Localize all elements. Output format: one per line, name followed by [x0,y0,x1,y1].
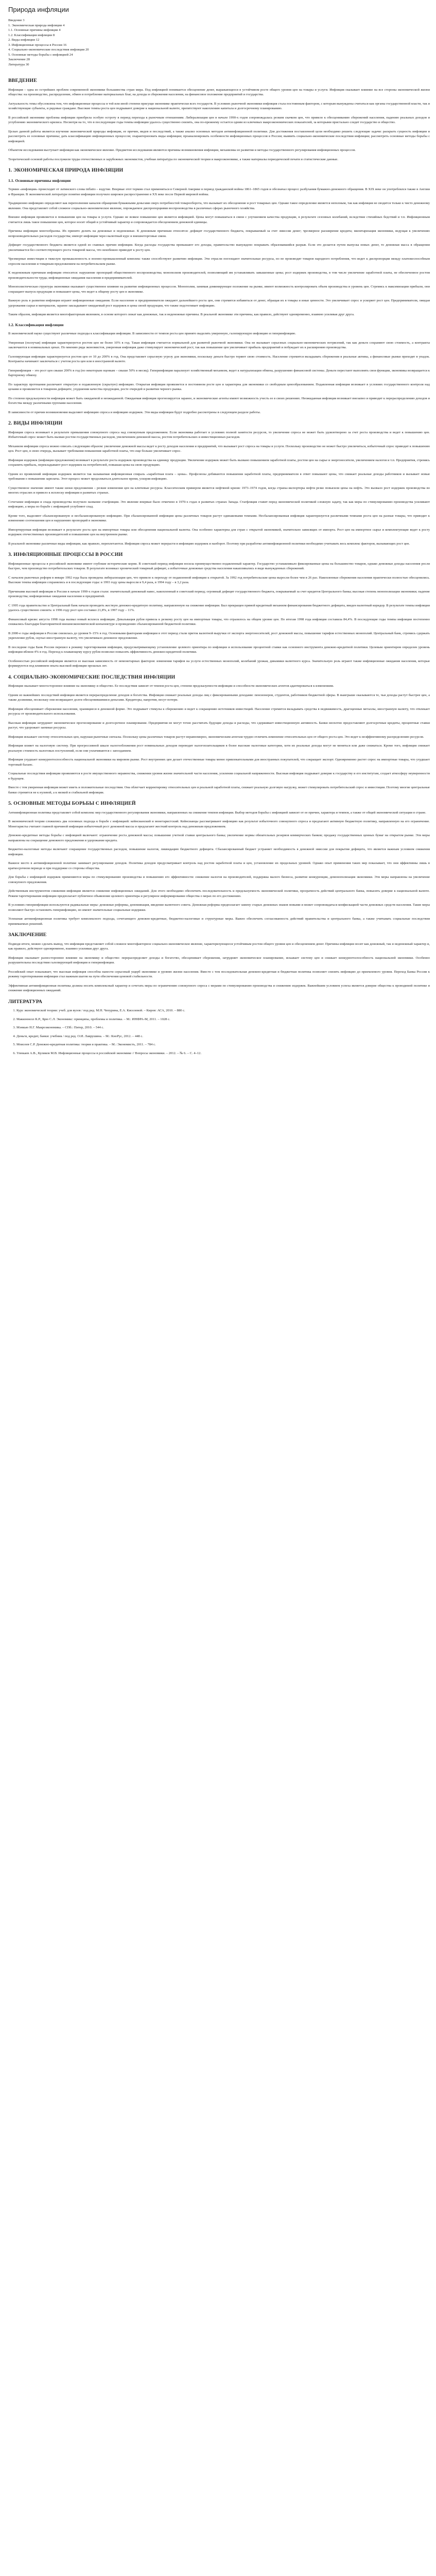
paragraph: Бюджетно-налоговые методы включают сокращение государственных расходов, повышение налогов, ликвидацию бюджетного дефицита. Сбалансированный бюджет устраняет необходимость в денежной эмиссии для покрытия дефицита, что является важным условием снижения инфляции. [8,848,430,856]
page-title: Природа инфляции [8,6,69,13]
paragraph: Целью данной работы является изучение экономической природы инфляции, ее причин, видов и последствий, а также анализ основных методов антиинфляционной политики. Для достижения поставленной цели необходимо решить следующие задачи: раскрыть сущность инфляции и рассмотреть ее основные причины; дать классификацию инфляционных процессов; охарактеризовать виды инфляции; проанализировать особенности инфляционных процессов в России; выявить социально-экономические последствия инфляции; рассмотреть основные методы борьбы с инфляцией. [8,129,430,143]
section-heading: ВВЕДЕНИЕ [8,78,37,83]
section-heading: 4. СОЦИАЛЬНО-ЭКОНОМИЧЕСКИЕ ПОСЛЕДСТВИЯ ИНФЛЯЦИИ [8,674,176,680]
paragraph: Таким образом, инфляция является многофакторным явлением, в основе которого лежат как денежные, так и неденежные причины. В реальной экономике эти причины, как правило, действуют одновременно, взаимно усиливая друг друга. [8,313,355,316]
toc-item[interactable]: Заключение 28 [8,58,30,61]
paragraph: С 1995 года правительство и Центральный банк начали проводить жесткую денежно-кредитную политику, направленную на снижение инфляции. Был прекращен прямой кредитный механизм финансирования бюджетного дефицита, введен валютный коридор. В результате темпы инфляции удалось существенно снизить: в 1996 году рост цен составил 21,8%, в 1997 году – 11%. [8,603,430,612]
paragraph: Объектом исследования выступает инфляция как экономическое явление. Предметом исследования являются причины возникновения инфляции, механизмы ее развития и методы государственного регулирования инфляционных процессов. [8,148,356,152]
subsection-heading: 1.2. Классификация инфляции [8,322,64,327]
paragraph: К неденежным причинам инфляции относятся: нарушение пропорций общественного воспроизводства; монополизм производителей, позволяющий им устанавливать завышенные цены; рост издержек производства, в том числе увеличение заработной платы, не обеспеченное ростом производительности труда; инфляционные ожидания населения и предпринимателей. [8,271,430,280]
paragraph: Инфляция искажает систему относительных цен, нарушая рыночные сигналы. Поскольку цены различных товаров растут неравномерно, экономическим агентам трудно отличить изменение относительных цен от общего роста цен. Это ведет к неэффективному распределению ресурсов. [8,735,424,739]
toc-item[interactable]: 5. Основные методы борьбы с инфляцией 24 [8,53,73,57]
paragraph: Инфляция ухудшает конкурентоспособность национальной экономики на мировом рынке. Рост внутренних цен делает отечественные товары менее привлекательными для иностранных покупателей, что сокращает экспорт. Одновременно растет спрос на импортные товары, что ухудшает торговый баланс. [8,758,430,767]
paragraph: Инфляция оказывает многостороннее влияние на экономику и общество. Ее последствия зависят от темпов роста цен, степени предсказуемости инфляции и способности экономических агентов адаптироваться к изменениям. [8,684,334,688]
paragraph: Одним из проявлений инфляции издержек является так называемая инфляционная спираль «заработная плата – цены». Профсоюзы добиваются повышения заработной платы, предприниматели в ответ повышают цены, что снижает реальные доходы работников и вызывает новые требования о повышении зарплаты. Этот процесс может продолжаться длительное время, ускоряя инфляцию. [8,472,430,481]
paragraph: Причины инфляции многообразны. Их принято делить на денежные и неденежные. К денежным причинам относятся: дефицит государственного бюджета, покрываемый за счет эмиссии денег; чрезмерное расширение кредита; милитаризация экономики, ведущая к увеличению непроизводительных расходов государства; импорт инфляции через валютный курс и внешнеторговые связи. [8,229,430,238]
paragraph: Кроме того, выделяют сбалансированную и несбалансированную инфляцию. При сбалансированной инфляции цены различных товаров растут одинаковыми темпами. Несбалансированная инфляция характеризуется различными темпами роста цен на разные товары, что приводит к изменению соотношения цен и нарушению пропорций в экономике. [8,514,430,522]
toc-item[interactable]: Введение 3 [8,19,25,22]
paragraph: В 2000-е годы инфляция в России снизилась до уровня 9–15% в год. Основными факторами инфляции в этот период стали приток валютной выручки от экспорта энергоносителей, рост денежной массы, повышение тарифов естественных монополий. Центральный банк, стремясь сдержать укрепление рубля, скупал иностранную валюту, что увеличивало денежное предложение. [8,631,430,640]
paragraph: Термин «инфляция» происходит от латинского слова inflatio – вздутие. Впервые этот термин стал применяться в Северной Америке в период гражданской войны 1861–1865 годов и обозначал процесс разбухания бумажно-денежного обращения. В XIX веке он употреблялся также в Англии и Франции. В экономической литературе понятие инфляции получило широкое распространение в XX веке после Первой мировой войны. [8,188,430,196]
toc-item[interactable]: 4. Социально-экономические последствия инфляции 20 [8,48,89,52]
paragraph: В зависимости от причин возникновения выделяют инфляцию спроса и инфляцию издержек. Эти виды инфляции будут подробно рассмотрены в следующем разделе работы. [8,410,261,414]
intro-section [8,78,430,162]
paragraph: Умеренная (ползучая) инфляция характеризуется ростом цен не более 10% в год. Такая инфляция считается нормальной для развитой рыночной экономики. Она не вызывает серьезных социально-экономических потрясений, так как деньги сохраняют свою стоимость, а контракты заключаются в номинальных ценах. По мнению ряда экономистов, умеренная инфляция даже стимулирует экономический рост, так как повышение цен увеличивает прибыль предприятий и побуждает их к расширению производства. [8,341,430,349]
paragraph: Галопирующая инфляция характеризуется ростом цен от 10 до 200% в год. Она представляет серьезную угрозу для экономики, поскольку деньги быстро теряют свою стоимость. Население стремится вкладывать сбережения в реальные активы, а финансовые рынки приходят в упадок. Контракты начинают заключаться с учетом роста цен или в иностранной валюте. [8,354,430,363]
literature-item: 1. Курс экономической теории: учеб. для вузов / под ред. М.Н. Чепурина, Е.А. Киселевой. – Киров: АСА, 2010. – 880 с. [16,1008,430,1013]
paragraph: Инфляция влияет на налоговую систему. При прогрессивной шкале налогообложения рост номинальных доходов переводит налогоплательщиков в более высокие налоговые категории, хотя их реальные доходы могут не меняться или даже снижаться. Кроме того, инфляция снижает реальную стоимость налоговых поступлений, если они уплачиваются с запозданием. [8,744,430,753]
section-heading: 1. ЭКОНОМИЧЕСКАЯ ПРИРОДА ИНФЛЯЦИИ [8,167,124,173]
paragraph: Высокая инфляция затрудняет экономическое прогнозирование и долгосрочное планирование. Предприятия не могут точно рассчитать будущие доходы и расходы, что сдерживает инвестиционную активность. Банки неохотно предоставляют долгосрочные кредиты, процентные ставки растут, что удорожает заемные ресурсы. [8,721,430,730]
paragraph: В российской экономике проблема инфляции приобрела особую остроту в период перехода к рыночным отношениям. Либерализация цен в начале 1990-х годов сопровождалась резким скачком цен, что привело к обесцениванию сбережений населения, падению реальных доходов и углублению экономического кризиса. Несмотря на то, что в последующие годы темпы инфляции удалось существенно снизить, она по-прежнему остается одним из ключевых макроэкономических показателей, за которыми пристально следят государство и общество. [8,115,430,124]
paragraph: Важную роль в развитии инфляции играют инфляционные ожидания. Если население и предприниматели ожидают дальнейшего роста цен, они стремятся избавиться от денег, обращая их в товары и иные ценности. Это увеличивает спрос и ускоряет рост цен. Предприниматели, ожидая удорожания сырья и материалов, заранее закладывают ожидаемый рост издержек в цены своей продукции, что также подстегивает инфляцию. [8,299,430,308]
toc-item[interactable]: 3. Инфляционные процессы в России 16 [8,43,67,47]
paragraph: Инфляция издержек (инфляция предложения) возникает в результате роста издержек производства на единицу продукции. Увеличение издержек может быть вызвано повышением заработной платы, ростом цен на сырье и энергоносители, увеличением налогов и т.п. Предприятия, стремясь сохранить прибыль, перекладывают рост издержек на потребителей, повышая цены на свою продукцию. [8,458,430,467]
paragraph: Финансовый кризис августа 1998 года вызвал новый всплеск инфляции. Девальвация рубля привела к резкому росту цен на импортные товары, что отразилось на общем уровне цен. По итогам 1998 года инфляция составила 84,4%. В последующие годы темпы инфляции постепенно снижались благодаря благоприятной внешнеэкономической конъюнктуре и проведению сбалансированной бюджетной политики. [8,617,430,626]
subsection-heading: 1.1. Основные причины инфляции [8,178,71,183]
table-of-contents [8,18,430,67]
paragraph: Инфляция – одна из острейших проблем современной экономики большинства стран мира. Под инфляцией понимается обесценение денег, выражающееся в устойчивом росте общего уровня цен на товары и услуги. Инфляция оказывает влияние на все стороны экономической жизни общества: на производство, распределение, обмен и потребление материальных благ, на доходы и сбережения населения, на финансовое положение предприятий и государства. [8,88,430,96]
section-5 [8,801,430,926]
paragraph: Особенностью российской инфляции является ее высокая зависимость от немонетарных факторов: изменения тарифов на услуги естественных монополий, колебаний урожая, динамики валютного курса. Значительную роль играют также инфляционные ожидания населения, которые формируются под влиянием опыта высокой инфляции прошлых лет. [8,659,430,668]
section-heading: ЛИТЕРАТУРА [8,998,42,1005]
literature-item: 4. Деньги, кредит, банки: учебник / под ред. О.И. Лаврушина. – М.: КноРус, 2012. – 448 с. [16,1034,430,1039]
section-2 [8,421,430,546]
paragraph: В экономической науке существуют различные подходы к классификации инфляции. В зависимости от темпов роста цен принято выделять умеренную, галопирующую инфляцию и гиперинфляцию. [8,332,297,335]
paragraph: Действенным инструментом снижения инфляции является снижение инфляционных ожиданий. Для этого необходимо обеспечить последовательность и предсказуемость экономической политики, прозрачность действий центрального банка, повысить доверие к национальной валюте. Режим таргетирования инфляции предполагает публичное объявление целевого ориентира и регулярное информирование общества о мерах по его достижению. [8,889,430,898]
paragraph: Причинами высокой инфляции в России в начале 1990-х годов стали: значительный денежный навес, накопленный в советский период; огромный дефицит государственного бюджета, покрываемый за счет кредитов Центрального банка; высокая степень монополизации экономики; падение производства; инфляционные ожидания населения и предприятий. [8,589,430,598]
paragraph: Одним из важнейших последствий инфляции является перераспределение доходов и богатства. Инфляция снижает реальные доходы лиц с фиксированными доходами: пенсионеров, студентов, работников бюджетной сферы. В выигрыше оказываются те, чьи доходы растут быстрее цен, а также должники, поскольку они возвращают долги обесценившимися деньгами. Кредиторы, напротив, несут потери. [8,693,430,702]
literature-list [8,1008,430,1056]
paragraph: Подводя итоги, можно сделать вывод, что инфляция представляет собой сложное многофакторное социально-экономическое явление, характеризующееся устойчивым ростом общего уровня цен и обесценением денег. Причины инфляции носят как денежный, так и неденежный характер и, как правило, действуют одновременно, взаимно усиливая друг друга. [8,942,430,951]
paragraph: Эффективная антиинфляционная политика должна носить комплексный характер и сочетать меры по ограничению совокупного спроса с мерами по стимулированию производства и снижению издержек. Важнейшим условием успеха является доверие общества к проводимой политике и снижение инфляционных ожиданий. [8,984,430,992]
literature-item: 3. Мэнкью Н.Г. Макроэкономика. – СПб.: Питер, 2010. – 544 с. [16,1025,430,1030]
paragraph: Денежно-кредитные методы борьбы с инфляцией включают: ограничение роста денежной массы; повышение учетной ставки центрального банка; увеличение нормы обязательных резервов коммерческих банков; продажу государственных ценных бумаг на открытом рынке. Эти меры направлены на сокращение денежного предложения и удорожание кредита. [8,834,430,842]
paragraph: Вместе с тем умеренная инфляция может иметь и положительные последствия. Она облегчает корректировку относительных цен и реальной заработной платы, снижает реальную долговую нагрузку, может стимулировать потребительский спрос и инвестиции. Поэтому многие центральные банки стремятся не к нулевой, а к низкой и стабильной инфляции. [8,786,430,794]
literature-section [8,999,430,1056]
section-3 [8,552,430,669]
paragraph: Важное место в антиинфляционной политике занимает регулирование доходов. Политика доходов предусматривает контроль над ростом заработной платы и цен, установление их предельных уровней. Однако опыт применения таких мер показывает, что они эффективны лишь в краткосрочном периоде и при поддержке со стороны общества. [8,861,430,870]
section-4 [8,675,430,795]
paragraph: По степени предсказуемости инфляция может быть ожидаемой и неожиданной. Ожидаемая инфляция прогнозируется заранее, и экономические агенты имеют возможность учесть ее в своих решениях. Неожиданная инфляция возникает внезапно и приводит к перераспределению доходов и богатства между различными группами населения. [8,396,430,405]
paragraph: Успешная антиинфляционная политика требует комплексного подхода, сочетающего денежно-кредитные, бюджетно-налоговые и структурные меры. Важно обеспечить согласованность действий правительства и центрального банка, а также учитывать социальные последствия принимаемых решений. [8,917,430,926]
literature-item: 5. Моисеев С.Р. Денежно-кредитная политика: теория и практика. – М.: Экономистъ, 2011. – 784 с. [16,1042,430,1047]
toc-item[interactable]: 1.1. Основные причины инфляции 4 [8,28,61,32]
paragraph: Российский опыт показывает, что высокая инфляция способна нанести серьезный ущерб экономике и уровню жизни населения. Вместе с тем последовательная денежно-кредитная и бюджетная политика позволяет снизить инфляцию до приемлемого уровня. Переход Банка России к режиму таргетирования инфляции стал важным шагом на пути обеспечения ценовой стабильности. [8,970,430,978]
section-heading: 5. ОСНОВНЫЕ МЕТОДЫ БОРЬБЫ С ИНФЛЯЦИЕЙ [8,801,136,806]
toc-item[interactable]: 1. Экономическая природа инфляции 4 [8,23,65,27]
paragraph: В последние годы Банк России перешел к режиму таргетирования инфляции, предусматривающему установление целевого ориентира по инфляции и использование процентной ставки как основного инструмента денежно-кредитной политики. Целевым ориентиром определен уровень инфляции вблизи 4% в год. Переход к плавающему курсу рубля позволил повысить эффективность денежно-кредитной политики. [8,645,430,654]
paragraph: Инфляционные процессы в российской экономике имеют глубокие исторические корни. В советский период инфляция носила преимущественно подавленный характер. Государство устанавливало фиксированные цены на большинство товаров, однако денежные доходы населения росли быстрее, чем производство потребительских товаров. В результате возникал хронический товарный дефицит, а избыточные денежные средства населения накапливались в виде вынужденных сбережений. [8,562,430,570]
paragraph: Актуальность темы обусловлена тем, что инфляционные процессы в той или иной степени присущи экономике практически всех государств. В условиях рыночной экономики инфляция стала постоянным фактором, с которым вынуждены считаться как органы государственной власти, так и хозяйствующие субъекты, и рядовые граждане. Высокие темпы роста цен подрывают доверие к национальной валюте, препятствуют накоплению капитала и долгосрочному планированию. [8,101,430,110]
paragraph: Гиперинфляция – это рост цен свыше 200% в год (по некоторым оценкам – свыше 50% в месяц). Гиперинфляция парализует хозяйственный механизм, ведет к натурализации обмена, разрушению финансовой системы. Деньги перестают выполнять свои функции, экономика возвращается к бартерному обмену. [8,368,430,377]
paragraph: В реальной экономике различные виды инфляции, как правило, переплетаются. Инфляция спроса может перерасти в инфляцию издержек и наоборот. Поэтому при разработке антиинфляционной политики необходимо учитывать весь комплекс факторов, вызывающих рост цен. [8,541,410,546]
paragraph: Традиционно инфляцию определяют как переполнение каналов обращения бумажными деньгами сверх потребностей товарооборота, что вызывает их обесценение и рост товарных цен. Однако такое определение является неполным, так как инфляция не сводится только к чисто денежному явлению. Она представляет собой сложное социально-экономическое явление, порождаемое диспропорциями воспроизводства в различных сферах рыночного хозяйства. [8,201,430,210]
toc-item[interactable]: 2. Виды инфляции 12 [8,38,40,42]
paragraph: Инфляция оказывает разностороннее влияние на экономику и общество: перераспределяет доходы и богатство, обесценивает сбережения, затрудняет экономическое планирование, искажает систему цен и снижает конкурентоспособность национальной экономики. Особенно разрушительны последствия галопирующей инфляции и гиперинфляции. [8,956,430,964]
paragraph: Социальные последствия инфляции проявляются в росте имущественного неравенства, снижении уровня жизни значительной части населения, усилении социальной напряженности. Высокая инфляция подрывает доверие к государству и его институтам, создает атмосферу неуверенности в будущем. [8,772,430,781]
section-1 [8,168,430,415]
paragraph: Импортируемая инфляция возникает в результате роста цен на импортные товары или обесценения национальной валюты. Она особенно характерна для стран с открытой экономикой, значительно зависящих от импорта. Рост цен на импортное сырье и комплектующие ведет к росту издержек отечественных производителей и повышению цен на внутреннем рынке. [8,528,430,536]
paragraph: Механизм инфляции спроса можно описать следующим образом: увеличение денежной массы ведет к росту доходов населения и предприятий, что вызывает рост спроса на товары и услуги. Поскольку производство не может быстро увеличиться, избыточный спрос приводит к повышению цен. Рост цен, в свою очередь, вызывает требования повышения заработной платы, что еще больше увеличивает спрос. [8,444,430,453]
paragraph: Существенное значение имеют также шоки предложения – резкие изменения цен на ключевые ресурсы. Классическим примером является нефтяной кризис 1973–1974 годов, когда страны-экспортеры нефти резко повысили цены на нефть. Это вызвало рост издержек производства во многих отраслях и привело к всплеску инфляции в развитых странах. [8,486,430,495]
toc-item[interactable]: 1.2. Классификация инфляции 8 [8,33,55,37]
paragraph: В условиях гиперинфляции используются радикальные меры: денежные реформы, деноминация, введение валютного совета. Денежная реформа предполагает замену старых денежных знаков новыми и может сопровождаться конфискацией части денежных средств населения. Такие меры позволяют быстро остановить гиперинфляцию, но имеют значительные социальные издержки. [8,903,430,912]
paragraph: С началом рыночных реформ в январе 1992 года была проведена либерализация цен, что привело к переходу от подавленной инфляции к открытой. За 1992 год потребительские цены выросли более чем в 26 раз. Накопленные сбережения населения практически полностью обесценились. Высокие темпы инфляции сохранялись и в последующие годы: в 1993 году цены выросли в 9,4 раза, в 1994 году – в 3,2 раза. [8,575,430,584]
paragraph: Антиинфляционная политика представляет собой комплекс мер государственного регулирования экономики, направленных на снижение темпов инфляции. Выбор методов борьбы с инфляцией зависит от ее причин, характера и темпов, а также от общей экономической ситуации в стране. [8,810,426,815]
paragraph: Чрезмерные инвестиции в тяжелую промышленность и военно-промышленный комплекс также способствуют развитию инфляции. Эти отрасли поглощают значительные ресурсы, но не производят товаров народного потребления, что ведет к диспропорции между платежеспособным спросом населения и товарным предложением на потребительском рынке. [8,257,430,266]
paragraph: В экономической теории сложились два основных подхода к борьбе с инфляцией: кейнсианский и монетаристский. Кейнсианцы рассматривают инфляцию как результат избыточного совокупного спроса и предлагают активную бюджетную политику, направленную на его ограничение. Монетаристы считают главной причиной инфляции избыточный рост денежной массы и предлагают жесткий контроль над денежным предложением. [8,820,430,828]
paragraph: Теоретической основой работы послужили труды отечественных и зарубежных экономистов, учебная литература по экономической теории и макроэкономике, а также материалы периодической печати и статистические данные. [8,157,338,161]
paragraph: По характеру протекания различают открытую и подавленную (скрытую) инфляцию. Открытая инфляция проявляется в постоянном росте цен и характерна для экономики со свободным ценообразованием. Подавленная инфляция возникает в условиях государственного контроля над ценами и проявляется в товарном дефиците, ухудшении качества продукции, росте очередей и развитии черного рынка. [8,382,430,391]
literature-item: 2. Макконнелл К.Р., Брю С.Л. Экономикс: принципы, проблемы и политика. – М.: ИНФРА-М, 2011. – 1028 с. [16,1017,430,1022]
section-heading: 3. ИНФЛЯЦИОННЫЕ ПРОЦЕССЫ В РОССИИ [8,552,123,557]
paragraph: Для борьбы с инфляцией издержек применяются меры по стимулированию производства и повышению его эффективности: снижение налогов на производителей, поддержка малого бизнеса, развитие конкуренции, демонополизация экономики. Эти меры направлены на увеличение совокупного предложения. [8,875,430,884]
paragraph: Инфляция спроса возникает в результате превышения совокупного спроса над совокупным предложением. Если экономика работает в условиях полной занятости ресурсов, то увеличение спроса не может быть удовлетворено за счет роста производства и ведет к повышению цен. Избыточный спрос может быть вызван ростом государственных расходов, увеличением денежной массы, ростом потребительских и инвестиционных расходов. [8,430,430,439]
literature-item: 6. Улюкаев А.В., Куликов М.В. Инфляционные процессы в российской экономике // Вопросы экономики. – 2012. – № 6. – С. 4–12. [16,1051,430,1056]
paragraph: Внешне инфляция проявляется в повышении цен на товары и услуги. Однако не всякое повышение цен является инфляцией. Цены могут повышаться в связи с улучшением качества продукции, в результате сезонных колебаний, вследствие стихийных бедствий и т.п. Инфляционным считается лишь такое повышение цен, которое носит общий и устойчивый характер и сопровождается обесценением денежной единицы. [8,215,430,224]
paragraph: Монополистическая структура экономики оказывает существенное влияние на развитие инфляционных процессов. Монополии, занимая доминирующее положение на рынке, имеют возможность контролировать объем производства и уровень цен. Стремясь к максимизации прибыли, они сокращают выпуск продукции и повышают цены, что ведет к общему росту цен в экономике. [8,285,430,294]
paragraph: Сочетание инфляции и спада производства получило название стагфляции. Это явление впервые было отмечено в 1970-х годах в развитых странах Запада. Стагфляция ставит перед экономической политикой сложную задачу, так как меры по стимулированию производства усиливают инфляцию, а меры по борьбе с инфляцией углубляют спад. [8,500,430,509]
paragraph: Дефицит государственного бюджета является одной из главных причин инфляции. Когда расходы государства превышают его доходы, правительство вынуждено покрывать образовавшийся разрыв. Если это делается путем выпуска новых денег, то денежная масса в обращении увеличивается без соответствующего роста товарной массы, что неизбежно приводит к росту цен. [8,243,430,252]
section-heading: 2. ВИДЫ ИНФЛЯЦИИ [8,420,63,426]
paragraph: Инфляция обесценивает сбережения населения, хранящиеся в денежной форме. Это подрывает стимулы к сбережению и ведет к сокращению источников инвестиций. Население стремится вкладывать средства в недвижимость, драгоценные металлы, иностранную валюту, что отвлекает ресурсы от производительного использования. [8,707,430,716]
conclusion-section [8,933,430,993]
toc-item[interactable]: Литература 30 [8,62,29,66]
section-heading: ЗАКЛЮЧЕНИЕ [8,932,47,938]
